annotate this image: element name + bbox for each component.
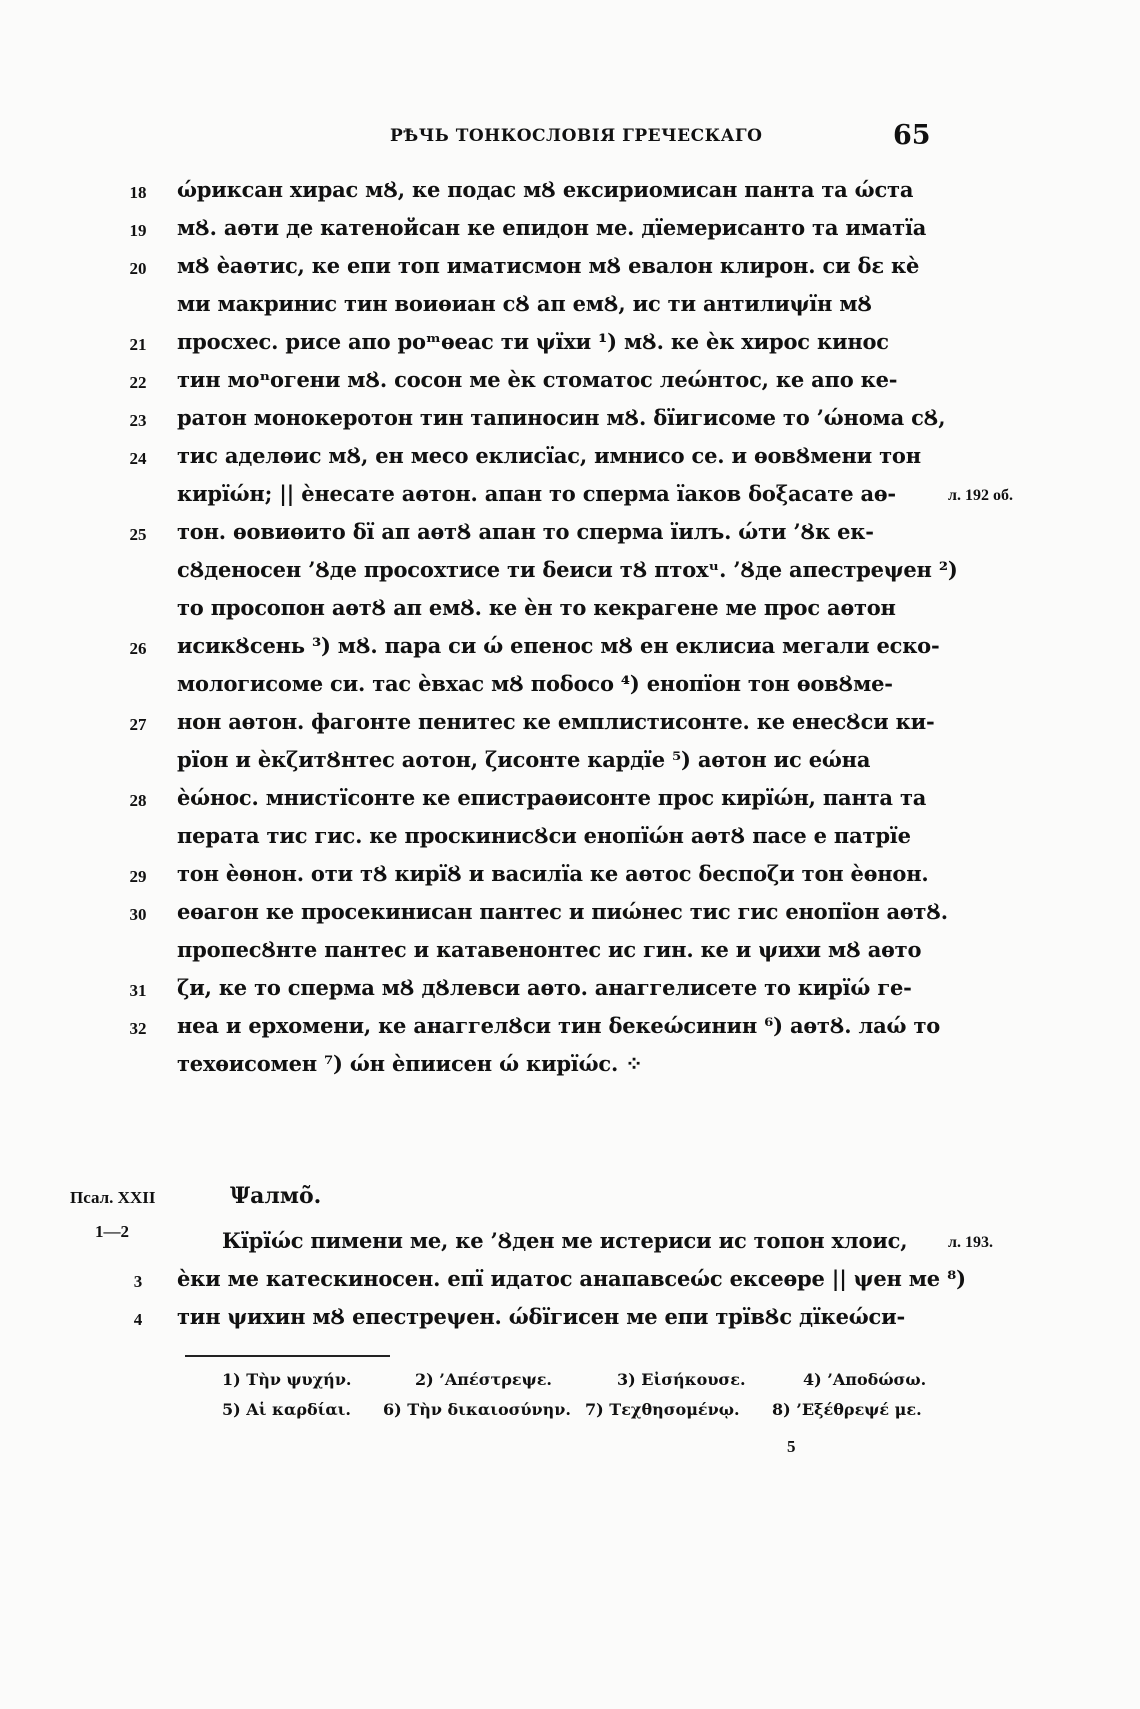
- line-text: тин ψихин мȢ епестреψен. ώδїгисен ме епи трївȢс дїкеώси-: [177, 1304, 906, 1329]
- line-number: 4: [133, 1310, 143, 1329]
- line-number: 31: [129, 981, 147, 1000]
- text-line: [0, 327, 1140, 367]
- text-line: [0, 1049, 1140, 1089]
- text-line: [0, 365, 1140, 405]
- line-text: ми макринис тин воиѳиан сȢ ап емȢ, ис ти антилиψїн мȢ: [177, 291, 872, 316]
- line-text: пропесȢнте пантес и катавенонтес ис гин. ке и ψихи мȢ аѳто: [177, 937, 922, 962]
- footnote: 4) ’Αποδώσω.: [803, 1370, 927, 1389]
- line-text: тон ѐѳнон. оти тȢ кирїȢ и василїа ке аѳтос δеспоζи тон ѐѳнон.: [177, 861, 929, 886]
- text-line: [0, 707, 1140, 747]
- text-line: [0, 555, 1140, 595]
- margin-reference: л. 192 об.: [948, 487, 1013, 504]
- line-text: тин моⁿогени мȢ. сосон ме ѐк стоматос леώнтос, ке апо ке-: [177, 367, 898, 392]
- line-number: 28: [129, 791, 147, 810]
- text-line: [0, 441, 1140, 481]
- text-line: [0, 1302, 1140, 1342]
- running-head: РѢЧЬ ТОНКОСЛОВІЯ ГРЕЧЕСКАГО: [390, 126, 763, 146]
- text-line: [0, 821, 1140, 861]
- line-text: ратон монокеротон тин тапиносин мȢ. δїигисоме то ’ώнома сȢ,: [177, 405, 946, 430]
- line-number: 21: [129, 335, 147, 354]
- footnote: 8) ’Εξέθρεψέ με.: [772, 1400, 922, 1419]
- signature-mark: 5: [787, 1437, 796, 1456]
- line-number: 26: [129, 639, 147, 658]
- line-text: мологисоме си. тас ѐвхас мȢ ποδοсо ⁴) енопїон тон ѳовȢме-: [177, 671, 893, 696]
- line-text: ѐώнос. мнистїсонте ке епистраѳисонте прос кирїώн, панта та: [177, 785, 927, 810]
- line-number: 18: [129, 183, 147, 202]
- line-number: 19: [129, 221, 147, 240]
- text-line: [0, 745, 1140, 785]
- text-line: [0, 935, 1140, 975]
- page-number: 65: [893, 120, 931, 151]
- line-text: ζи, ке то сперма мȢ дȢлевси аѳто. анаггелисете то кирїώ ге-: [177, 975, 912, 1000]
- line-text: сȢденосен ’Ȣде просохтисе ти δеиси тȢ птохᵘ. ’Ȣде апестреψен ²): [177, 557, 958, 582]
- margin-reference: л. 193.: [948, 1234, 993, 1251]
- text-line: [0, 593, 1140, 633]
- text-line: [0, 783, 1140, 823]
- footnote: 2) ’Απέστρεψε.: [415, 1370, 552, 1389]
- line-number: 32: [129, 1019, 147, 1038]
- text-line: [0, 897, 1140, 937]
- footnote: 3) Εἰσήκουσε.: [617, 1370, 746, 1389]
- text-line: [0, 175, 1140, 215]
- line-text: перата тис гис. ке проскинисȢси енопїώн аѳтȢ пасе е патрїе: [177, 823, 911, 848]
- line-text: просхес. рисе апо роᵐѳеас ти ψїхи ¹) мȢ. ке ѐк хирос кинос: [177, 329, 889, 354]
- line-number: 24: [129, 449, 147, 468]
- line-text: кирїώн; || ѐнесате аѳтон. апан то сперма їаков δοξасате аѳ-: [177, 481, 896, 506]
- line-number: 3: [133, 1272, 143, 1291]
- text-line: [0, 669, 1140, 709]
- line-text: техѳисомен ⁷) ώн ѐпиисен ώ кирїώс. ⁘: [177, 1051, 643, 1076]
- line-text: еѳагон ке просекинисан пантес и пиώнес тис гис енопїон аѳтȢ.: [177, 899, 948, 924]
- line-number: 23: [129, 411, 147, 430]
- line-number: 30: [129, 905, 147, 924]
- text-line: [0, 631, 1140, 671]
- text-line: [0, 1264, 1140, 1304]
- psalm-verse-range: 1—2: [95, 1222, 129, 1241]
- line-text: то просопон аѳтȢ ап емȢ. ке ѐн то кекрагене ме прос аѳтон: [177, 595, 896, 620]
- text-line: [0, 517, 1140, 557]
- line-text: тон. ѳовиѳито δї ап аѳтȢ апан то сперма їилъ. ώти ’Ȣк ек-: [177, 519, 874, 544]
- line-text: мȢ. аѳти де катенойсан ке епидон ме. дїемерисанто та иматїа: [177, 215, 927, 240]
- footnote: 5) Αἱ καρδίαι.: [222, 1400, 351, 1419]
- text-line: [0, 251, 1140, 291]
- text-line: [0, 479, 1140, 519]
- line-number: 27: [129, 715, 147, 734]
- line-text: мȢ ѐаѳтис, ке епи топ иматисмон мȢ евалон клирон. си δε кѐ: [177, 253, 920, 278]
- footnote: 6) Τὴν δικαιοσύνην.: [383, 1400, 571, 1419]
- text-line: [0, 213, 1140, 253]
- line-text: тис аделѳис мȢ, ен месо еклисїас, имнисо се. и ѳовȢмени тон: [177, 443, 921, 468]
- line-number: 25: [129, 525, 147, 544]
- psalm-reference: Псал. XXII: [70, 1188, 156, 1207]
- line-text: ѐки ме катескиносен. епї идатос анапавсеώс ексеѳре || ψен ме ⁸): [177, 1266, 966, 1291]
- line-number: 20: [129, 259, 147, 278]
- text-line: [0, 1011, 1140, 1051]
- line-text: Кїрїώс пимени ме, ке ’Ȣден ме истериси ис топон хлоис,: [222, 1228, 908, 1253]
- footnote: 7) Τεχθησομένῳ.: [585, 1400, 740, 1419]
- text-line: [0, 973, 1140, 1013]
- text-line: [0, 289, 1140, 329]
- text-line: [0, 859, 1140, 899]
- line-text: ώриксан хирас мȢ, ке подас мȢ ексириомисан панта та ώста: [177, 177, 914, 202]
- text-line: [0, 403, 1140, 443]
- line-text: нон аѳтон. фагонте пенитес ке емплистисонте. ке енесȢси ки-: [177, 709, 935, 734]
- line-number: 22: [129, 373, 147, 392]
- footnote-rule: [185, 1355, 390, 1357]
- line-number: 29: [129, 867, 147, 886]
- line-text: рїон и ѐкζитȢнтес аотон, ζисонте кардїе ⁵) аѳтон ис еώна: [177, 747, 871, 772]
- line-text: неа и ерхомени, ке анаггелȢси тин δекеώсинин ⁶) аѳтȢ. лаώ то: [177, 1013, 941, 1038]
- psalm-title: Ψалмо̃.: [230, 1183, 322, 1209]
- line-text: исикȢсень ³) мȢ. пара си ώ епенос мȢ ен еклисиа мегали еско-: [177, 633, 940, 658]
- footnote: 1) Τὴν ψυχήν.: [222, 1370, 352, 1389]
- text-line: [0, 1226, 1140, 1266]
